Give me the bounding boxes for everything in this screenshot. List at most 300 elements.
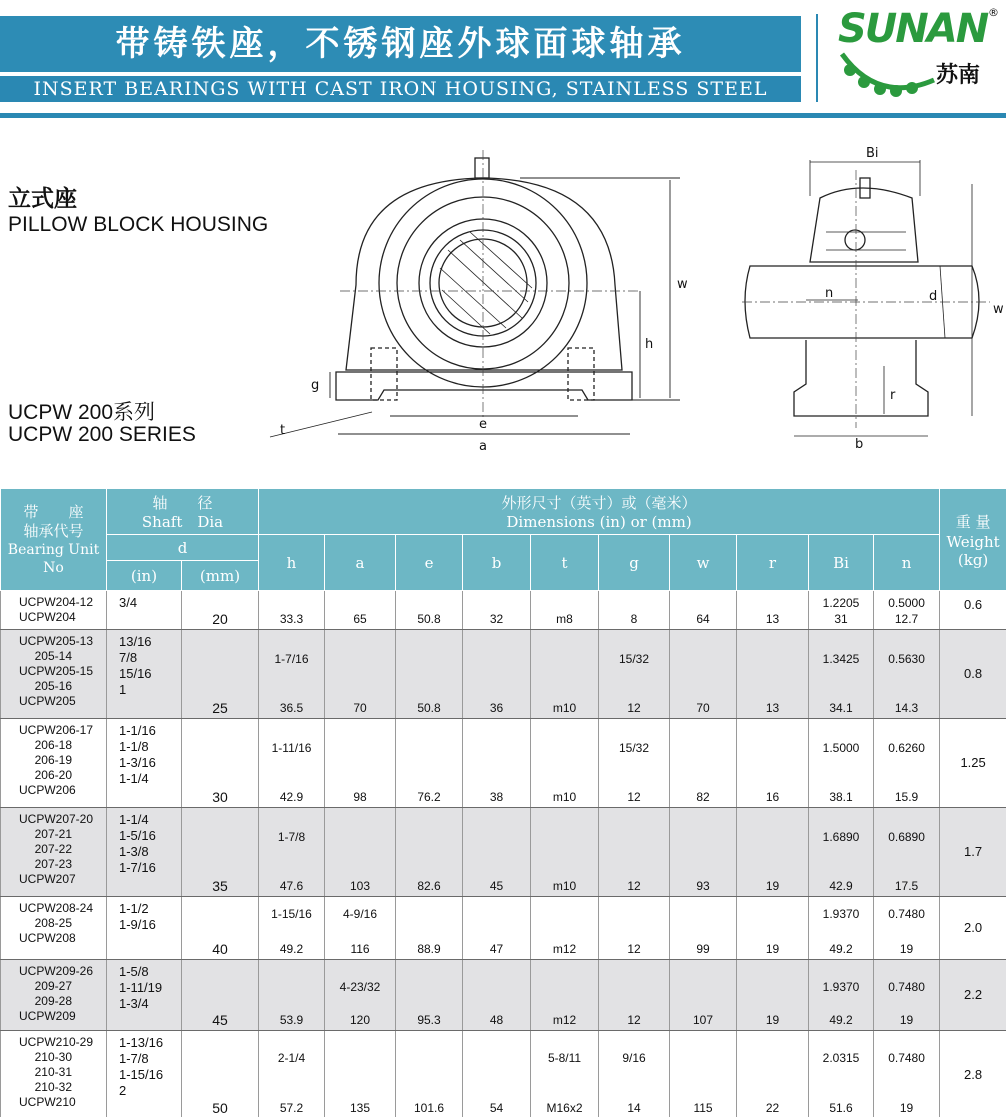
dim-mm-value: 54: [489, 1101, 504, 1115]
table-row: [1, 630, 1006, 719]
logo-cn-text: 苏南: [936, 63, 981, 88]
dim-cell-n: [874, 591, 940, 630]
dim-cell-bi: [809, 897, 874, 960]
bearing-unit-no: 210-32: [34, 1080, 72, 1094]
header-weight: 重 量 Weight (kg): [940, 489, 1006, 591]
dim-mm-value: 12: [627, 942, 641, 956]
shaft-inch-value: 1-5/8: [119, 964, 149, 979]
shaft-mm-value: 30: [212, 789, 228, 805]
dim-mm-value: 50.8: [417, 701, 441, 715]
dim-inch-value: [531, 591, 598, 596]
dim-mm-value: M16x2: [546, 1101, 583, 1115]
weight-value: 0.8: [964, 666, 983, 681]
dim-inch-value: 1.5000: [822, 741, 860, 755]
dim-cell-bi: [809, 808, 874, 897]
bearing-unit-no: 209-28: [34, 994, 72, 1008]
shaft-inch-cell: [107, 719, 182, 808]
dim-inch-value: [737, 591, 808, 596]
label-g: g: [311, 378, 320, 393]
dim-cell-b: [463, 808, 531, 897]
header-d: d: [107, 535, 259, 561]
bearing-unit-no: UCPW207-20: [19, 812, 94, 826]
dim-inch-value: [396, 1031, 462, 1051]
dim-mm-value: 19: [765, 1013, 780, 1027]
dim-mm-value: 16: [765, 790, 780, 804]
housing-title-cn: 立式座: [8, 186, 77, 212]
dim-inch-value: [463, 630, 530, 652]
dim-mm-value: 15.9: [894, 790, 919, 804]
bearing-unit-cell: [1, 808, 107, 897]
dim-inch-value: [463, 960, 530, 982]
label-e: e: [479, 417, 487, 432]
dim-cell-h: [259, 1031, 325, 1117]
dim-inch-value: [737, 1031, 808, 1051]
label-d: d: [929, 289, 938, 304]
bearing-unit-cell: [1, 630, 107, 719]
dim-mm-value: 70: [696, 701, 710, 715]
bearing-unit-no: UCPW208-24: [19, 901, 94, 915]
dim-mm-value: 45: [489, 879, 504, 893]
bearing-unit-no: UCPW204: [19, 610, 76, 624]
dim-mm-value: 31: [834, 612, 848, 626]
dim-inch-value: 9/16: [622, 1051, 646, 1065]
shaft-mm-value: 45: [212, 1012, 228, 1028]
table-row: [1, 719, 1006, 808]
dim-cell-w: [670, 630, 737, 719]
dim-inch-value: [670, 808, 736, 830]
dim-mm-value: 33.3: [279, 612, 304, 626]
dim-mm-value: 19: [899, 942, 914, 956]
dim-cell-r: [737, 808, 809, 897]
bearing-unit-cell: [1, 960, 107, 1031]
dim-mm-value: 53.9: [279, 1013, 304, 1027]
dim-inch-value: 2.0315: [822, 1051, 860, 1065]
dim-cell-t: [531, 960, 599, 1031]
shaft-inch-value: 1-13/16: [119, 1035, 164, 1050]
dim-inch-value: [325, 630, 395, 652]
header-mm: (mm): [182, 561, 259, 591]
dim-cell-a: [325, 719, 396, 808]
dim-cell-g: [599, 960, 670, 1031]
dim-inch-value: [325, 719, 395, 741]
dim-mm-value: m10: [552, 790, 577, 804]
dim-inch-value: 0.7480: [888, 980, 925, 994]
bearing-unit-no: 206-18: [34, 738, 72, 752]
dim-inch-value: [670, 897, 736, 907]
dim-cell-r: [737, 960, 809, 1031]
dim-cell-g: [599, 591, 670, 630]
series-title-en: UCPW 200 SERIES: [8, 423, 196, 446]
dim-inch-value: 1-15/16: [271, 907, 312, 921]
dim-cell-b: [463, 897, 531, 960]
shaft-mm-cell: [182, 591, 259, 630]
shaft-mm-value: 35: [212, 878, 228, 894]
sunan-logo: [838, 6, 1004, 106]
dim-mm-value: 65: [353, 612, 367, 626]
dim-mm-value: 12: [627, 1013, 641, 1027]
dim-inch-value: [599, 591, 669, 596]
dim-cell-h: [259, 719, 325, 808]
dim-inch-value: 15/32: [619, 652, 650, 666]
bearing-unit-cell: [1, 897, 107, 960]
shaft-mm-value: 25: [212, 700, 228, 716]
dim-mm-value: 93: [696, 879, 710, 893]
header-r: r: [737, 535, 809, 591]
dim-mm-value: 22: [765, 1101, 780, 1115]
dim-inch-value: [670, 591, 736, 596]
dim-cell-b: [463, 960, 531, 1031]
shaft-inch-value: 1-1/4: [119, 812, 149, 827]
shaft-inch-value: 13/16: [119, 634, 152, 649]
shaft-inch-cell: [107, 897, 182, 960]
dim-mm-value: 17.5: [894, 879, 919, 893]
dim-inch-value: [737, 630, 808, 652]
dim-mm-value: 115: [693, 1101, 713, 1115]
bearing-unit-cell: [1, 1031, 107, 1117]
dim-mm-value: 13: [765, 612, 780, 626]
dim-mm-value: 51.6: [829, 1101, 853, 1115]
dim-mm-value: 8: [630, 612, 638, 626]
dim-cell-h: [259, 630, 325, 719]
dim-inch-value: [463, 591, 530, 596]
header-rule: [0, 113, 1006, 118]
dim-mm-value: 14: [627, 1101, 641, 1115]
bearing-unit-no: 209-27: [34, 979, 72, 993]
dim-mm-value: 107: [693, 1013, 714, 1027]
dim-cell-t: [531, 591, 599, 630]
dim-mm-value: m12: [552, 942, 577, 956]
dim-cell-r: [737, 719, 809, 808]
dim-mm-value: 34.1: [829, 701, 853, 715]
bearing-unit-no: UCPW206: [19, 783, 76, 797]
dim-inch-value: [670, 960, 736, 982]
weight-value: 2.0: [964, 920, 983, 935]
shaft-inch-value: 1-1/16: [119, 723, 156, 738]
dim-mm-value: 99: [696, 942, 710, 956]
dim-cell-h: [259, 591, 325, 630]
dim-cell-w: [670, 808, 737, 897]
weight-value: 2.8: [964, 1067, 983, 1082]
label-h: h: [645, 337, 654, 352]
dim-inch-value: [396, 719, 462, 741]
dim-inch-value: 0.5000: [888, 596, 925, 610]
dim-mm-value: 49.2: [279, 942, 304, 956]
shaft-inch-cell: [107, 808, 182, 897]
weight-cell: [940, 591, 1006, 630]
banner-title-cn: 带铸铁座，不锈钢座外球面球轴承: [115, 24, 686, 64]
weight-cell: [940, 808, 1006, 897]
shaft-mm-cell: [182, 630, 259, 719]
header-w: w: [670, 535, 737, 591]
dim-inch-value: [396, 630, 462, 652]
dim-inch-value: [463, 808, 530, 830]
bearing-unit-no: 210-30: [34, 1050, 72, 1064]
dim-cell-n: [874, 630, 940, 719]
bearing-unit-no: UCPW210: [19, 1095, 76, 1109]
dim-inch-value: 15/32: [619, 741, 650, 755]
dim-cell-h: [259, 808, 325, 897]
weight-value: 1.7: [964, 844, 983, 859]
dim-inch-value: 0.6260: [888, 741, 925, 755]
logo-balls-icon: [838, 50, 938, 100]
dim-inch-value: [531, 897, 598, 907]
dim-inch-value: [599, 897, 669, 907]
shaft-inch-value: 1-11/19: [119, 980, 163, 995]
dim-mm-value: 49.2: [829, 942, 853, 956]
label-w: w: [677, 277, 688, 292]
dim-cell-w: [670, 591, 737, 630]
dim-cell-e: [396, 960, 463, 1031]
dim-mm-value: 48: [489, 1013, 504, 1027]
dim-mm-value: 19: [765, 879, 780, 893]
dim-cell-g: [599, 719, 670, 808]
shaft-mm-value: 50: [212, 1100, 228, 1116]
bearing-unit-no: UCPW209-26: [19, 964, 94, 978]
dim-inch-value: [737, 897, 808, 907]
dim-cell-bi: [809, 591, 874, 630]
dim-mm-value: 50.8: [417, 612, 441, 626]
dim-cell-e: [396, 630, 463, 719]
shaft-inch-value: 1-7/8: [119, 1051, 149, 1066]
header-bi: Bi: [809, 535, 874, 591]
shaft-mm-cell: [182, 960, 259, 1031]
label-b: b: [855, 437, 864, 452]
dim-mm-value: 120: [350, 1013, 371, 1027]
dim-mm-value: 36: [489, 701, 504, 715]
header-dimensions: 外形尺寸（英寸）或（毫米） Dimensions (in) or (mm): [259, 489, 940, 535]
dim-inch-value: 1-11/16: [271, 741, 312, 755]
table-row: [1, 897, 1006, 960]
dim-cell-t: [531, 719, 599, 808]
header-shaft-dia: 轴 径 Shaft Dia: [107, 489, 259, 535]
bearing-unit-no: 207-21: [34, 827, 72, 841]
dim-mm-value: 19: [765, 942, 780, 956]
dim-mm-value: 70: [353, 701, 367, 715]
dim-mm-value: 13: [765, 701, 780, 715]
dim-mm-value: 12: [627, 790, 641, 804]
header-in: (in): [107, 561, 182, 591]
dim-cell-n: [874, 897, 940, 960]
shaft-mm-value: 20: [212, 611, 228, 627]
dim-cell-e: [396, 591, 463, 630]
shaft-mm-cell: [182, 719, 259, 808]
dim-mm-value: m8: [556, 612, 573, 626]
dim-mm-value: 103: [350, 879, 371, 893]
dim-cell-e: [396, 1031, 463, 1117]
label-a: a: [479, 439, 487, 454]
dim-cell-h: [259, 960, 325, 1031]
dim-mm-value: 88.9: [417, 942, 441, 956]
dim-cell-t: [531, 1031, 599, 1117]
dim-cell-n: [874, 1031, 940, 1117]
dim-inch-value: [531, 960, 598, 982]
dim-mm-value: 101.6: [414, 1101, 445, 1115]
dim-inch-value: [531, 719, 598, 741]
dim-mm-value: 42.9: [279, 790, 304, 804]
dim-inch-value: [599, 960, 669, 982]
dim-mm-value: 64: [696, 612, 710, 626]
dim-mm-value: 19: [899, 1101, 914, 1115]
shaft-inch-value: 2: [119, 1083, 127, 1098]
dim-cell-a: [325, 960, 396, 1031]
dim-inch-value: [670, 630, 736, 652]
dim-mm-value: 12: [627, 701, 641, 715]
page-header: [0, 0, 1006, 120]
dim-inch-value: 1.2205: [822, 596, 860, 610]
dim-inch-value: 1.9370: [822, 907, 860, 921]
bearing-unit-no: UCPW209: [19, 1009, 76, 1023]
bearing-unit-no: UCPW210-29: [19, 1035, 94, 1049]
dim-inch-value: [670, 719, 736, 741]
dim-cell-g: [599, 897, 670, 960]
weight-cell: [940, 960, 1006, 1031]
weight-cell: [940, 630, 1006, 719]
dim-mm-value: 12: [627, 879, 641, 893]
shaft-inch-value: 1-1/4: [119, 771, 149, 786]
bearing-unit-cell: [1, 591, 107, 630]
table-row: [1, 591, 1006, 630]
shaft-inch-value: 1-1/8: [119, 739, 149, 754]
bearing-unit-no: UCPW205: [19, 694, 76, 708]
dim-mm-value: 42.9: [829, 879, 853, 893]
dim-mm-value: 95.3: [417, 1013, 441, 1027]
shaft-mm-cell: [182, 808, 259, 897]
dim-cell-b: [463, 591, 531, 630]
dim-inch-value: [396, 960, 462, 982]
table-row: [1, 808, 1006, 897]
dim-inch-value: [396, 591, 462, 596]
shaft-inch-cell: [107, 630, 182, 719]
dim-cell-t: [531, 630, 599, 719]
weight-value: 2.2: [964, 987, 983, 1002]
shaft-inch-value: 1-7/16: [119, 860, 156, 875]
dim-cell-b: [463, 630, 531, 719]
dim-cell-bi: [809, 630, 874, 719]
dim-cell-bi: [809, 719, 874, 808]
shaft-inch-value: 3/4: [119, 595, 138, 610]
label-n: n: [825, 286, 834, 301]
dim-inch-value: [599, 808, 669, 830]
dim-cell-e: [396, 808, 463, 897]
shaft-inch-value: 7/8: [119, 650, 138, 665]
dim-inch-value: 1.6890: [822, 830, 860, 844]
registered-mark: ®: [988, 6, 999, 19]
label-bi: Bi: [866, 146, 879, 161]
dim-inch-value: [463, 897, 530, 907]
shaft-inch-value: 1-3/4: [119, 996, 149, 1011]
dim-inch-value: 0.6890: [888, 830, 925, 844]
weight-value: 1.25: [960, 755, 986, 770]
dim-cell-g: [599, 1031, 670, 1117]
dim-inch-value: [325, 808, 395, 830]
dim-mm-value: m10: [552, 879, 577, 893]
dim-inch-value: 1.9370: [822, 980, 860, 994]
dim-mm-value: 49.2: [829, 1013, 853, 1027]
dim-cell-n: [874, 808, 940, 897]
dim-cell-t: [531, 808, 599, 897]
dim-mm-value: 82.6: [417, 879, 441, 893]
dim-mm-value: 14.3: [894, 701, 919, 715]
dim-mm-value: 36.5: [279, 701, 304, 715]
dim-inch-value: [463, 719, 530, 741]
shaft-inch-value: 1-3/16: [119, 755, 156, 770]
bearing-unit-no: UCPW205-13: [19, 634, 94, 648]
dim-mm-value: 32: [489, 612, 504, 626]
dim-inch-value: 0.5630: [888, 652, 925, 666]
dim-inch-value: 0.7480: [888, 1051, 925, 1065]
dim-mm-value: 47.6: [279, 879, 304, 893]
label-t: t: [280, 423, 286, 438]
shaft-inch-value: 1-15/16: [119, 1067, 164, 1082]
bearing-unit-no: 205-14: [34, 649, 72, 663]
dim-mm-value: 38.1: [829, 790, 853, 804]
dim-inch-value: 1.3425: [822, 652, 860, 666]
dim-cell-g: [599, 630, 670, 719]
shaft-inch-value: 1-3/8: [119, 844, 149, 859]
bearing-unit-no: UCPW208: [19, 931, 76, 945]
dim-mm-value: 135: [350, 1101, 371, 1115]
dim-cell-bi: [809, 960, 874, 1031]
dim-inch-value: [737, 719, 808, 741]
dim-cell-a: [325, 1031, 396, 1117]
dim-inch-value: 1-7/16: [274, 652, 309, 666]
header-n: n: [874, 535, 940, 591]
dim-cell-n: [874, 960, 940, 1031]
dim-cell-r: [737, 630, 809, 719]
header-h: h: [259, 535, 325, 591]
dim-cell-w: [670, 960, 737, 1031]
shaft-inch-value: 1: [119, 682, 127, 697]
bearing-unit-no: 207-23: [34, 857, 72, 871]
dim-inch-value: 5-8/11: [547, 1051, 582, 1065]
dim-cell-r: [737, 1031, 809, 1117]
dim-cell-h: [259, 897, 325, 960]
weight-cell: [940, 1031, 1006, 1117]
dim-cell-n: [874, 719, 940, 808]
dim-inch-value: [531, 808, 598, 830]
dim-cell-b: [463, 719, 531, 808]
dim-mm-value: 47: [489, 942, 504, 956]
weight-cell: [940, 719, 1006, 808]
bearing-unit-no: UCPW205-15: [19, 664, 94, 678]
header-divider: [816, 14, 818, 102]
dim-cell-w: [670, 1031, 737, 1117]
dim-inch-value: [396, 897, 462, 907]
housing-title-en: PILLOW BLOCK HOUSING: [8, 213, 269, 236]
header-e: e: [396, 535, 463, 591]
dim-cell-bi: [809, 1031, 874, 1117]
dim-cell-e: [396, 897, 463, 960]
dim-mm-value: 82: [696, 790, 710, 804]
weight-cell: [940, 897, 1006, 960]
shaft-mm-cell: [182, 1031, 259, 1117]
bearing-unit-no: 206-20: [34, 768, 72, 782]
bearing-unit-no: UCPW207: [19, 872, 76, 886]
shaft-inch-value: 1-1/2: [119, 901, 149, 916]
dim-mm-value: m12: [552, 1013, 577, 1027]
dim-cell-a: [325, 630, 396, 719]
header-bearing-unit: 带 座 轴承代号 Bearing Unit No: [1, 489, 107, 591]
dim-mm-value: 12.7: [894, 612, 919, 626]
banner-title-en: INSERT BEARINGS WITH CAST IRON HOUSING, STAINLESS STEEL: [33, 78, 768, 100]
dim-inch-value: [259, 591, 324, 596]
dim-cell-r: [737, 591, 809, 630]
dim-inch-value: [325, 591, 395, 596]
table-row: [1, 960, 1006, 1031]
header-a: a: [325, 535, 396, 591]
dim-mm-value: 38: [489, 790, 504, 804]
dim-mm-value: 19: [899, 1013, 914, 1027]
